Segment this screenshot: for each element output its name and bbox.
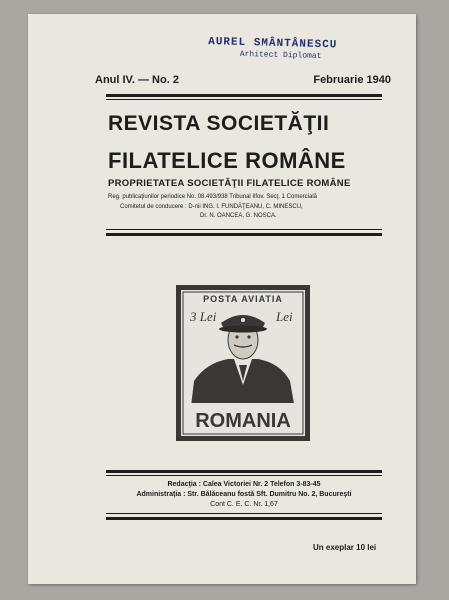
issue-info xyxy=(95,74,391,86)
owner-name: AUREL SMÂNTÂNESCU xyxy=(207,36,338,52)
issue-volume: Anul IV. — No. 2 xyxy=(95,74,179,86)
administration-address: Administraţia : Str. Bălăceanu fostă Sft. Dumitru No. 2, Bucureşti xyxy=(136,491,352,498)
masthead-subtitle: PROPRIETATEA SOCIETĂŢII FILATELICE ROMÂNE xyxy=(108,178,351,189)
cec-account: Cont C. E. C. Nr. 1,67 xyxy=(210,501,278,508)
airmail-postage-stamp xyxy=(176,285,310,441)
masthead-rule-thin xyxy=(106,229,382,230)
top-rule-thick xyxy=(106,94,382,97)
committee-line1: Comitetul de conducere : D-nii ING. I. FUNDĂŢEANU, C. MINESCU, xyxy=(120,204,303,210)
footer-rule-thin-2 xyxy=(106,513,382,514)
stamp-value-left: 3 Lei xyxy=(190,309,217,324)
footer-rule-thick-2 xyxy=(106,517,382,520)
editorial-address: Redacţia : Calea Victoriei Nr. 2 Telefon 3-83-45 xyxy=(167,481,321,488)
stamp-country: ROMANIA xyxy=(195,410,291,432)
magazine-cover xyxy=(28,14,416,584)
stamp-value-right: Lei xyxy=(276,309,293,324)
footer-rule-thin xyxy=(106,475,382,476)
registration-line: Reg. publicaţiunilor periodice No. 08.493/938 Tribunal Ilfov. Secţ. 1 Comercială xyxy=(108,194,318,200)
masthead-rule-thick xyxy=(106,233,382,236)
top-rule-thin xyxy=(106,99,382,100)
stamp-top-text: POSTA AVIATIA xyxy=(203,294,283,304)
copy-price: Un exeplar 10 lei xyxy=(313,543,377,552)
owner-ink-stamp xyxy=(208,36,357,62)
owner-title: Arhitect Diplomat xyxy=(239,49,322,62)
masthead-title-line1: REVISTA SOCIETĂŢII xyxy=(108,112,330,135)
footer-rule-thick xyxy=(106,470,382,473)
postage-stamp-illustration xyxy=(176,285,310,441)
committee-line2: Dr. N. OANCEA, G. NOSCA. xyxy=(200,213,277,219)
masthead-title-line2: FILATELICE ROMÂNE xyxy=(108,148,346,173)
issue-date: Februarie 1940 xyxy=(313,74,391,86)
